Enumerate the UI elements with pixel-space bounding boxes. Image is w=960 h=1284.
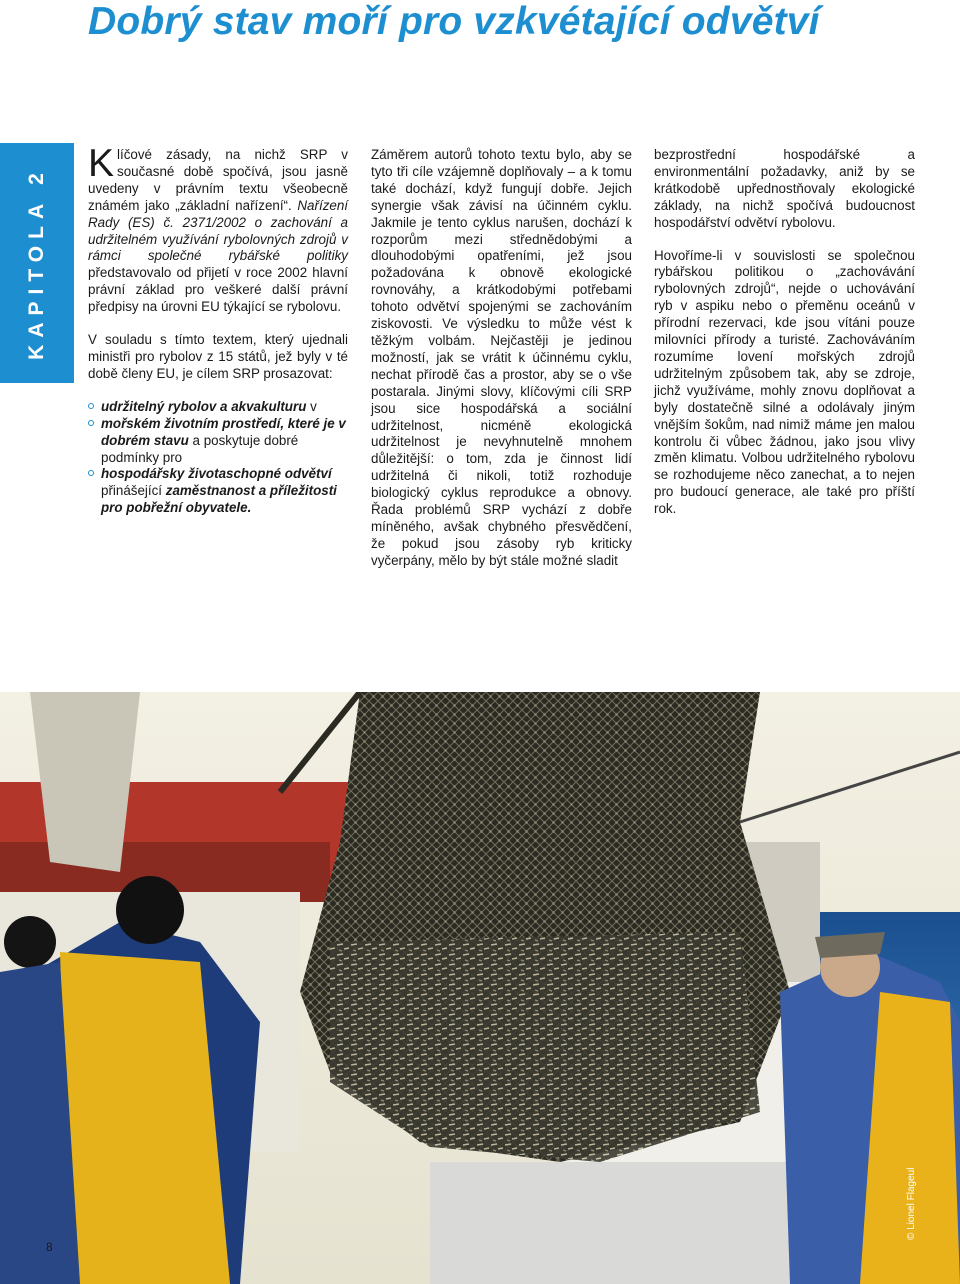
text-column-2 xyxy=(371,147,632,570)
conservation-paragraph: Hovoříme-li v souvislosti se společnou rybářskou politikou o „zachovávání rybolovných zdrojů“, nejde o uchovávání ryb v aspiku nebo o přeměnu oceánů v přírodní rezervaci, kde jsou vítáni pouze milovníci přírody a turisté. Zachováváním rozumíme lovení mořských zdrojů udržitelným způsobem tak, aby se zdroje, jichž využíváme, mohly znovu doplňovat a byly dostatečně silné a odolávaly jiným vnějším šokům, nad nimiž máme jen malou kontrolu či vůbec žádnou, jako jsou vlivy změn klimatu. Volbou udržitelného rybolovu se rozhodujeme něco zanechat, a to nejen pro budoucí generace, ale také pro příští rok. xyxy=(654,247,915,517)
drop-cap: K xyxy=(88,142,115,185)
text-column-3 xyxy=(654,147,915,518)
intro-text-a: líčové zásady, na nichž SRP v současné době spočívá, jsou jasně uvedeny v právním textu všeobecně známém jako „základní nařízení“. xyxy=(88,147,348,213)
list-item: hospodářsky životaschopné odvětví přinášející zaměstnanost a příležitosti pro pobřežní obyvatele. xyxy=(88,466,348,517)
page-number: 8 xyxy=(46,1240,53,1254)
objectives-paragraph: V souladu s tímto textem, který ujednali ministři pro rybolov z 15 států, jež byly v té době členy EU, je cílem SRP prosazovat: xyxy=(88,332,348,381)
regulation-title: Nařízení Rady (ES) č. 2371/2002 o zachování a udržitelném využívání rybolovných zdrojů v rámci společné rybářské politiky xyxy=(88,197,348,264)
list-item: mořském životním prostředí, které je v dobrém stavu a poskytuje dobré podmínky pro xyxy=(88,416,348,467)
page-title: Dobrý stav moří pro vzkvétající odvětví xyxy=(88,0,820,43)
synergy-paragraph: Záměrem autorů tohoto textu bylo, aby se tyto tři cíle vzájemně doplňovaly – a k tomu také dochází, když fungují dobře. Jejich synergie však závisí na účinném cyklu. Jakmile je tento cyklus narušen, dochází k rozporům mezi střednědobými a dlouhodobými opatřeními, jež jsou požadována k obnově ekologické rovnováhy, a krátkodobými potřebami tohoto odvětví spojenými se zachováním ziskovosti. Ve výsledku to může vést k těžkým volbám. Nejčastěji je jedinou možností, jak se vrátit k účinnému cyklu, nechat přírodě čas a prostor, aby se o vše postarala. Jinými slovy, klíčovými cíli SRP jsou sice hospodářská a sociální udržitelnost, nicméně ekologická udržitelnost je nevyhnutelně mnohem důležitější: o tom, zda je činnost lidí udržitelná či nikoli, totiž rozhoduje biologický cyklus reprodukce a obnovy. Řada problémů SRP vychází z dobře míněného, avšak chybného přesvědčení, že pokud jsou zásoby ryb kriticky vyčerpány, mělo by být stále možné sladit xyxy=(371,147,632,568)
objectives-list xyxy=(88,399,348,517)
list-item: udržitelný rybolov a akvakulturu v xyxy=(88,399,348,416)
intro-text-b: představovalo od přijetí v roce 2002 hlavní právní základ pro veškeré další právní předpisy na úrovni EU týkající se rybolovu. xyxy=(88,265,348,315)
photo-credit: © Lionel Flageul xyxy=(906,1167,917,1240)
bullet-circle-icon xyxy=(88,470,94,476)
text-column-1 xyxy=(88,142,348,517)
bullet-circle-icon xyxy=(88,420,94,426)
chapter-label: KAPITOLA 2 xyxy=(25,166,48,360)
fishing-net-photo xyxy=(0,692,960,1284)
intro-paragraph xyxy=(88,142,348,316)
continuation-paragraph: bezprostřední hospodářské a environmentální požadavky, aniž by se krátkodobě upřednostňovaly ekologické základy, na nichž spočívá budoucnost hospodářství odvětví rybolovu. xyxy=(654,147,915,230)
chapter-tab xyxy=(0,143,74,383)
bullet-circle-icon xyxy=(88,403,94,409)
